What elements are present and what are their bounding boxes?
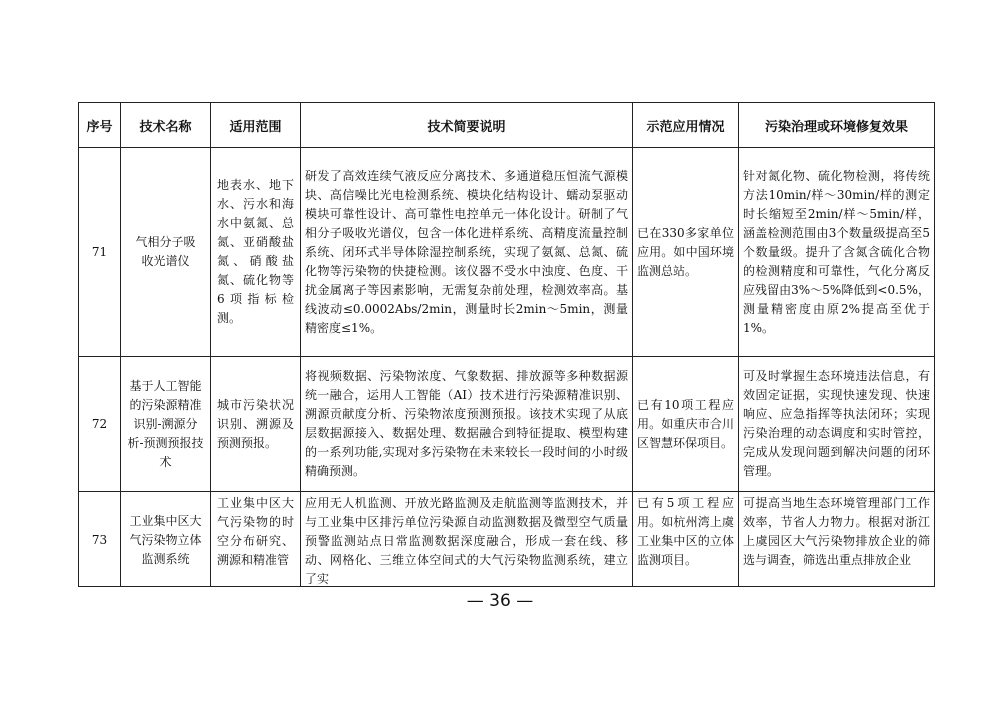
- header-scope: 适用范围: [211, 103, 301, 148]
- row-effect: 可提高当地生态环境管理部门工作效率，节省人力物力。根据对浙江上虞园区大气污染物排放企业的筛选与调查，筛选出重点排放企业: [743, 496, 930, 567]
- page-number: — 36 —: [466, 591, 534, 611]
- row-demo-application: 已有5项工程应用。如杭州湾上虞工业集中区的立体监测项目。: [637, 496, 734, 567]
- row-tech-name: 工业集中区大气污染物立体监测系统: [129, 513, 202, 566]
- header-demo-application: 示范应用情况: [633, 103, 739, 148]
- row-effect: 可及时掌握生态环境违法信息，有效固定证据，实现快速发现、快速响应、应急指挥等执法闭环；实现污染治理的动态调度和实时管控，完成从发现问题到解决问题的闭环管理。: [739, 357, 935, 492]
- row-index: 71: [79, 148, 121, 357]
- row-description: 应用无人机监测、开放光路监测及走航监测等监测技术，并与工业集中区排污单位污染源自动监测数据及微型空气质量预警监测站点日常监测数据深度融合，形成一套在线、移动、网格化、三维立体空间式的大气污染物监测系统，建立了实: [305, 496, 628, 586]
- header-description: 技术简要说明: [301, 103, 633, 148]
- row-description: 研发了高效连续气液反应分离技术、多通道稳压恒流气源模块、高信噪比光电检测系统、模块化结构设计、蠕动泵驱动模块可靠性设计、高可靠性电控单元一体化设计。研制了气相分子吸收光谱仪，包含一体化进样系统、高精度流量控制系统、闭环式半导体除湿控制系统，实现了氨氮、总氮、硫化物等污染物的快捷检测。该仪器不受水中浊度、色度、干扰金属离子等因素影响，无需复杂前处理，检测效率高。基线波动≤0.0002Abs/2min，测量时长2min～5min，测量精密度≤1%。: [301, 148, 633, 357]
- row-scope: 城市污染状况识别、溯源及预测预报。: [211, 357, 301, 492]
- row-index: 72: [79, 357, 121, 492]
- row-description: 将视频数据、污染物浓度、气象数据、排放源等多种数据源统一融合，运用人工智能（AI）技术进行污染源精准识别、溯源贡献度分析、污染物浓度预测预报。该技术实现了从底层数据源接入、数据处理、数据融合到特征提取、模型构建的一系列功能,实现对多污染物在未来较长一段时间的小时级精确预测。: [301, 357, 633, 492]
- row-demo-application: 已有10项工程应用。如重庆市合川区智慧环保项目。: [633, 357, 739, 492]
- table-row: [79, 357, 935, 492]
- header-index: 序号: [79, 103, 121, 148]
- table-header-row: [79, 103, 935, 148]
- technology-table: [78, 102, 935, 587]
- row-scope: 地表水、地下水、污水和海水中氨氮、总氮、亚硝酸盐氮、硝酸盐氮、硫化物等6项指标检测。: [211, 148, 301, 357]
- row-demo-application: 已在330多家单位应用。如中国环境监测总站。: [633, 148, 739, 357]
- header-effect: 污染治理或环境修复效果: [739, 103, 935, 148]
- table-row: [79, 148, 935, 357]
- row-tech-name: 基于人工智能的污染源精准识别-溯源分析-预测预报技术: [121, 357, 211, 492]
- row-scope: 工业集中区大气污染物的时空分布研究、溯源和精准管: [217, 496, 294, 567]
- row-index: 73: [91, 532, 108, 547]
- table-row: [79, 492, 935, 587]
- row-tech-name: 气相分子吸收光谱仪: [121, 148, 211, 357]
- header-tech-name: 技术名称: [121, 103, 211, 148]
- row-effect: 针对氮化物、硫化物检测，将传统方法10min/样～30min/样的测定时长缩短至2min/样～5min/样，涵盖检测范围由3个数量级提高至5个数量级。提升了含氮含硫化合物的检测精度和可靠性，气化分离反应残留由3%～5%降低到<0.5%，测量精密度由原2%提高至优于1%。: [739, 148, 935, 357]
